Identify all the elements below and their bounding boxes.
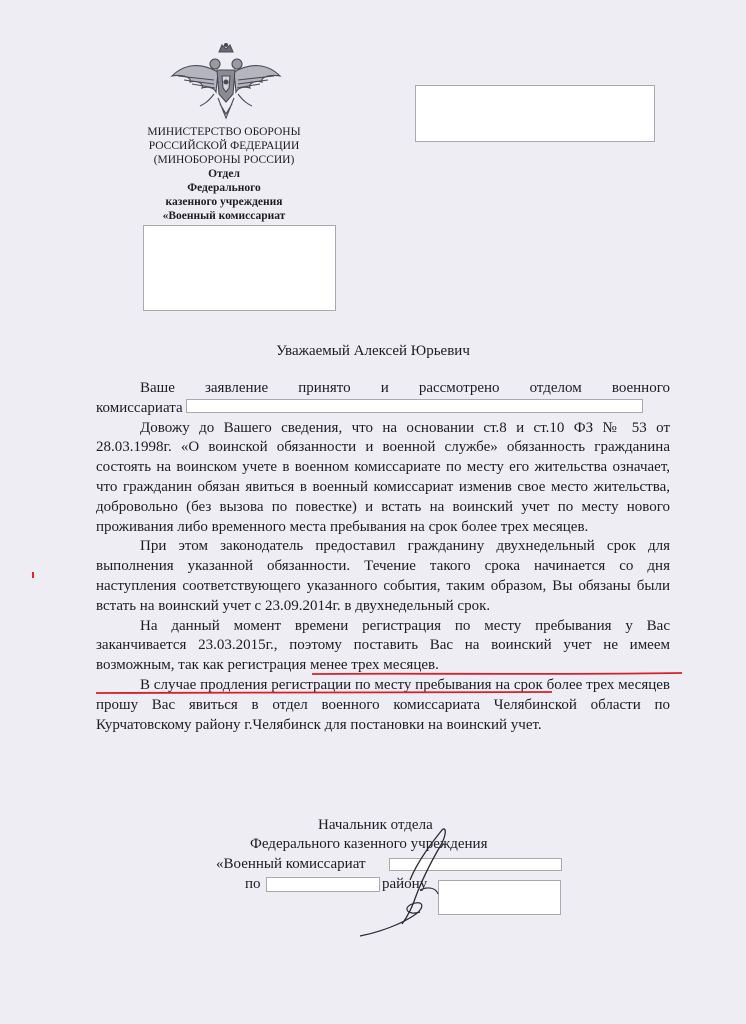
sender-header xyxy=(118,125,330,223)
paragraph-3: При этом законодатель предоставил гражданину двухнедельный срок для выполнения указанной обязанности. Течение такого срока начинается со дня наступления соответствующего указанного события, таким образом, Вы обязаны были встать на воинский учет с 23.09.2014г. в двухнедельный срок. xyxy=(96,538,670,614)
ministry-line2: РОССИЙСКОЙ ФЕДЕРАЦИИ xyxy=(148,140,300,152)
signer-title-raion: району xyxy=(382,876,428,892)
signer-title-line3: «Военный комиссариат xyxy=(216,856,366,872)
department-line3: казенного учреждения xyxy=(165,196,283,208)
recipient-address-redaction xyxy=(415,85,655,142)
paragraph-5: В случае продления регистрации по месту пребывания на срок более трех месяцев прошу Вас явиться в отдел военного комиссариата Челябинской области по Курчатовскому району г.Челябинск для постановки на воинский учет. xyxy=(96,676,670,733)
department-line1: Отдел xyxy=(208,168,240,180)
handwritten-signature-icon xyxy=(350,820,480,940)
paragraph-4: На данный момент времени регистрация по месту пребывания у Вас заканчивается 23.03.2015г., поэтому поставить Вас на воинский учет не имеем возможным, так как регистрация менее трех месяцев. xyxy=(96,617,670,674)
double-headed-eagle-emblem-icon xyxy=(170,42,282,126)
sender-details-redaction xyxy=(143,225,336,311)
paragraph-2: Довожу до Вашего сведения, что на основании ст.8 и ст.10 ФЗ № 53 от 28.03.1998г. «О воинской обязанности и военной службе» обязанность гражданина состоять на воинском учете в военном комиссариате по месту его жительства означает, что гражданин обязан явиться в военный комиссариат изменив свое место жительства, добровольно (без вызова по повестке) и встать на воинский учет по месту нового проживания либо временного места пребывания на срок более трех месяцев. xyxy=(96,419,670,535)
signer-title-line1: Начальник отдела xyxy=(318,817,433,833)
ministry-line3: (МИНОБОРОНЫ РОССИИ) xyxy=(153,154,295,166)
red-margin-mark xyxy=(32,572,34,578)
red-underline-mark xyxy=(96,671,684,697)
paragraph-1-end-text: комиссариата xyxy=(96,399,183,416)
commissariat-name-redaction xyxy=(186,399,643,413)
signer-title-line2: Федерального казенного учреждения xyxy=(250,836,488,852)
signer-title-po: по xyxy=(245,876,261,892)
paragraph-1-end xyxy=(96,399,670,419)
paragraph-1-start: Ваше заявление принято и рассмотрено отделом военного xyxy=(140,380,670,396)
ministry-line1: МИНИСТЕРСТВО ОБОРОНЫ xyxy=(147,126,301,138)
salutation: Уважаемый Алексей Юрьевич xyxy=(276,343,470,359)
department-line2: Федерального xyxy=(187,182,261,194)
department-line4: «Военный комиссариат xyxy=(162,210,286,222)
